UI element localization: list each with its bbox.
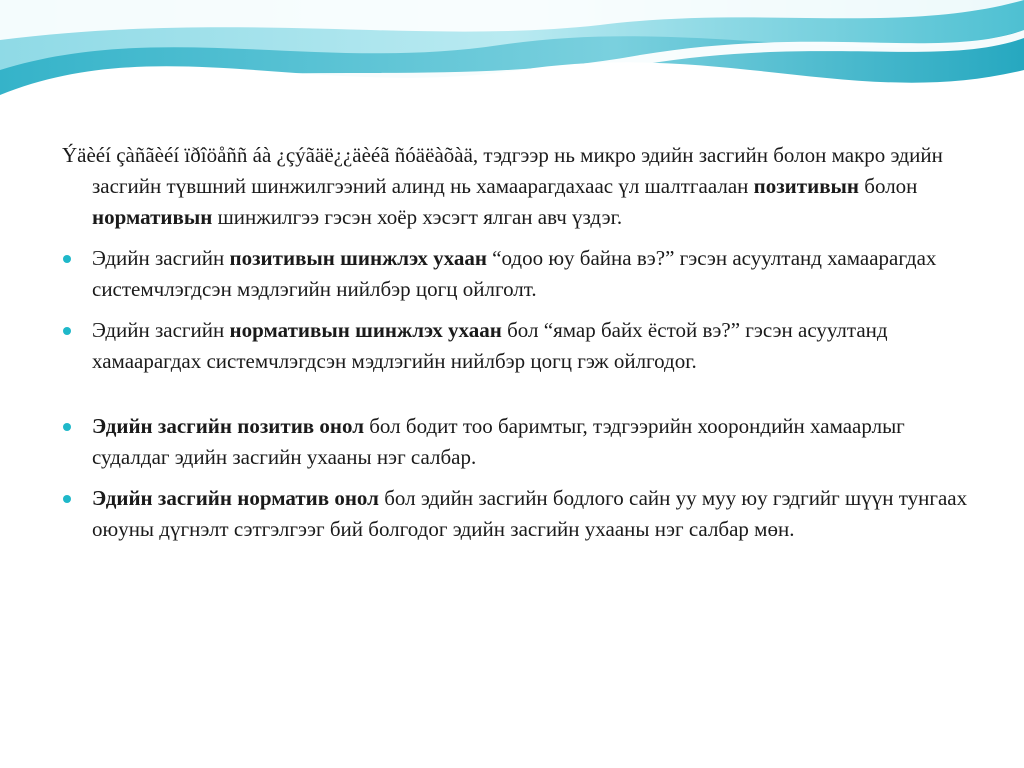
text-segment: Ýäèéí çàñãèéí ïðîöåññ áà ¿çýãäë¿¿äèéã ñóäëàõàä, тэдгээр нь микро эдийн засгийн болон макро эдийн засгийн түвшний шинжилгээний алинд нь хамаарагдахаас үл шалтгаалан <box>62 143 943 198</box>
intro-paragraph <box>62 140 982 233</box>
bullet-dot-icon <box>63 255 71 263</box>
bold-term: позитивын <box>753 174 860 198</box>
text-segment: бол бодит тоо баримтыг, тэдгээрийн хоорондийн хамаарлыг судалдаг эдийн засгийн ухааны нэг салбар. <box>92 414 905 469</box>
bold-term: Эдийн засгийн норматив онол <box>92 486 379 510</box>
text-segment: шинжилгээ гэсэн хоёр хэсэгт ялган авч үздэг. <box>212 205 623 229</box>
text-segment: болон <box>859 174 918 198</box>
text-segment: “одоо юу байна вэ?” гэсэн асуултанд хамаарагдах системчлэгдсэн мэдлэгийн нийлбэр цогц ойлголт. <box>92 246 937 301</box>
text-segment: бол “ямар байх ёстой вэ?” гэсэн асуултанд хамаарагдах системчлэгдсэн мэдлэгийн нийлбэр цогц гэж ойлгодог. <box>92 318 888 373</box>
bold-term: нормативын шинжлэх ухаан <box>229 318 502 342</box>
bullet-dot-icon <box>63 423 71 431</box>
bold-term: нормативын <box>92 205 213 229</box>
text-segment: бол эдийн засгийн бодлого сайн уу муу юу гэдгийг шүүн тунгаах оюуны дүгнэлт сэтгэлгээг бий болгодог эдийн засгийн ухааны нэг салбар мөн. <box>92 486 968 541</box>
bullet-dot-icon <box>63 327 71 335</box>
bullet-paragraph <box>62 315 982 377</box>
bullet-dot-icon <box>63 495 71 503</box>
bullet-paragraph <box>62 483 982 545</box>
slide-body <box>62 140 982 555</box>
bullet-paragraph <box>62 411 982 473</box>
bullet-paragraph <box>62 243 982 305</box>
text-segment: Эдийн засгийн <box>92 318 230 342</box>
bold-term: позитивын шинжлэх ухаан <box>229 246 487 270</box>
wave-header-decoration <box>0 0 1024 140</box>
text-segment: Эдийн засгийн <box>92 246 230 270</box>
bold-term: Эдийн засгийн позитив онол <box>92 414 364 438</box>
